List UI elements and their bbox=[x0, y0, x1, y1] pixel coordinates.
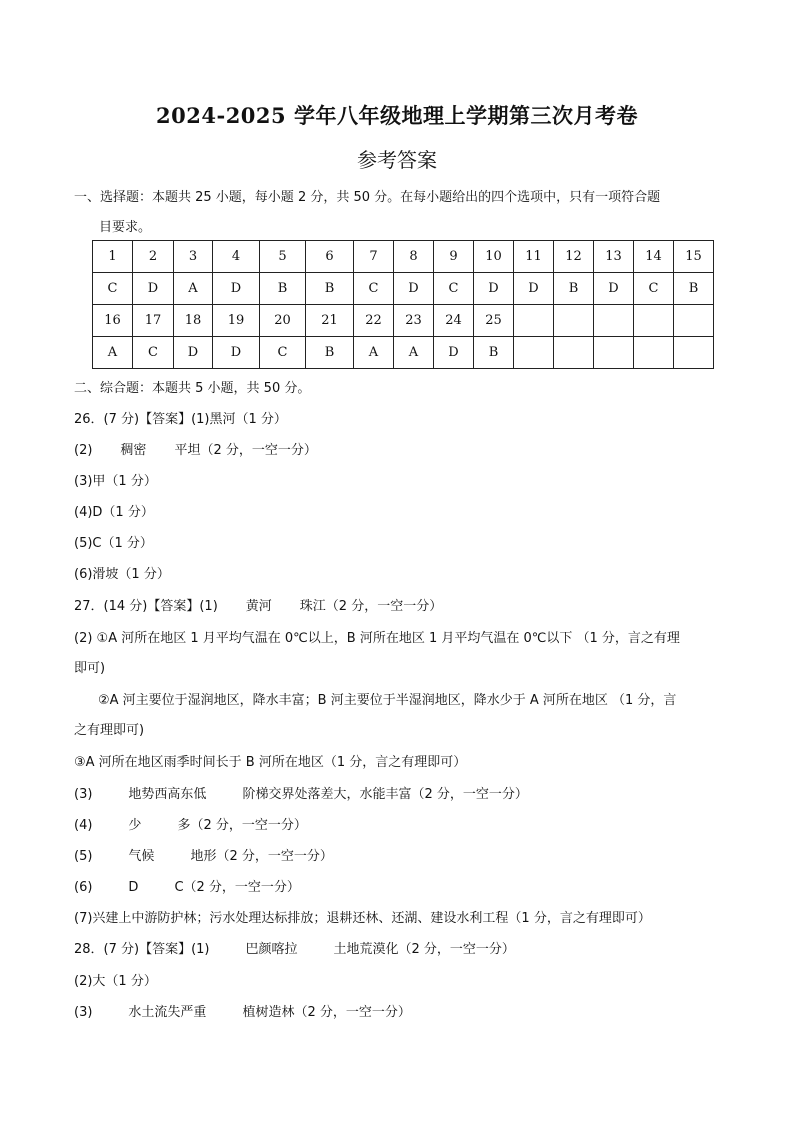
q27-part2-a-cont: 即可) bbox=[74, 661, 106, 676]
question-number-cell: 25 bbox=[474, 305, 514, 337]
q27-part4-answer1: 少 bbox=[128, 818, 142, 833]
q27-header bbox=[74, 595, 442, 614]
answer-cell: C bbox=[133, 337, 174, 369]
answer-row bbox=[93, 337, 714, 369]
q28-part2: (2)大（1 分） bbox=[74, 974, 157, 989]
q27-part3 bbox=[74, 783, 528, 802]
q28-answer2: 土地荒漠化（2 分，一空一分） bbox=[333, 942, 515, 957]
q28-part3-answer1: 水土流失严重 bbox=[128, 1005, 207, 1020]
answer-cell bbox=[634, 337, 674, 369]
answer-cell bbox=[554, 337, 594, 369]
q27-part6-label: (6) bbox=[74, 880, 93, 895]
question-number-cell: 1 bbox=[93, 241, 133, 273]
answer-cell: A bbox=[354, 337, 394, 369]
q27-part4 bbox=[74, 814, 307, 833]
q27-answer2: 珠江（2 分，一空一分） bbox=[299, 599, 443, 614]
answer-cell bbox=[514, 337, 554, 369]
question-number-cell: 6 bbox=[306, 241, 354, 273]
answer-row bbox=[93, 273, 714, 305]
answer-cell: C bbox=[634, 273, 674, 305]
answer-cell: D bbox=[394, 273, 434, 305]
answer-cell: A bbox=[93, 337, 133, 369]
q27-part6 bbox=[74, 876, 300, 895]
section1-instructions: 一、选择题：本题共 25 小题，每小题 2 分，共 50 分。在每小题给出的四个选项中，只有一项符合题 bbox=[74, 190, 661, 205]
q27-part2-b: ②A 河主要位于湿润地区，降水丰富；B 河主要位于半湿润地区，降水少于 A 河所在地区 （1 分，言 bbox=[98, 693, 677, 708]
answer-cell: D bbox=[594, 273, 634, 305]
question-number-cell: 9 bbox=[434, 241, 474, 273]
q28-part3-label: (3) bbox=[74, 1005, 93, 1020]
q26-part4: (4)D（1 分） bbox=[74, 505, 154, 520]
q26-part5: (5)C（1 分） bbox=[74, 536, 153, 551]
q27-part2-b-cont: 之有理即可) bbox=[74, 723, 145, 738]
question-number-cell: 7 bbox=[354, 241, 394, 273]
q27-part5-answer2: 地形（2 分，一空一分） bbox=[190, 849, 333, 864]
answer-cell: B bbox=[554, 273, 594, 305]
answer-cell: D bbox=[434, 337, 474, 369]
question-number-cell bbox=[674, 305, 714, 337]
question-number-cell bbox=[554, 305, 594, 337]
q26-part2-answer1: 稠密 bbox=[120, 443, 147, 458]
answer-cell: D bbox=[474, 273, 514, 305]
question-number-row bbox=[93, 305, 714, 337]
q26-part2-answer2: 平坦（2 分，一空一分） bbox=[174, 443, 317, 458]
answer-cell bbox=[594, 337, 634, 369]
q27-answer1: 黄河 bbox=[245, 599, 272, 614]
q27-part5 bbox=[74, 845, 333, 864]
question-number-cell: 18 bbox=[174, 305, 213, 337]
q28-part3 bbox=[74, 1001, 411, 1020]
question-number-cell: 17 bbox=[133, 305, 174, 337]
q27-part3-answer2: 阶梯交界处落差大，水能丰富（2 分，一空一分） bbox=[242, 787, 528, 802]
q28-part3-answer2: 植树造林（2 分，一空一分） bbox=[242, 1005, 411, 1020]
q27-part2-a: (2) ①A 河所在地区 1 月平均气温在 0℃以上，B 河所在地区 1 月平均气温在 0℃以下 （1 分，言之有理 bbox=[74, 631, 680, 646]
answer-cell: C bbox=[93, 273, 133, 305]
answer-cell: B bbox=[260, 273, 306, 305]
question-number-cell bbox=[514, 305, 554, 337]
q27-part2-c: ③A 河所在地区雨季时间长于 B 河所在地区（1 分，言之有理即可） bbox=[74, 755, 467, 770]
q27-part4-label: (4) bbox=[74, 818, 93, 833]
answer-cell: A bbox=[174, 273, 213, 305]
page-subtitle: 参考答案 bbox=[357, 148, 437, 172]
answer-cell: D bbox=[133, 273, 174, 305]
q27-part5-label: (5) bbox=[74, 849, 93, 864]
q27-part3-answer1: 地势西高东低 bbox=[128, 787, 207, 802]
answer-cell: B bbox=[306, 273, 354, 305]
answer-cell: D bbox=[174, 337, 213, 369]
question-number-cell: 12 bbox=[554, 241, 594, 273]
question-number-cell: 16 bbox=[93, 305, 133, 337]
q27-part4-answer2: 多（2 分，一空一分） bbox=[177, 818, 307, 833]
question-number-cell: 20 bbox=[260, 305, 306, 337]
question-number-cell: 24 bbox=[434, 305, 474, 337]
question-number-cell: 5 bbox=[260, 241, 306, 273]
question-number-cell: 8 bbox=[394, 241, 434, 273]
q27-part3-label: (3) bbox=[74, 787, 93, 802]
answer-cell: B bbox=[674, 273, 714, 305]
q28-header-label: 28．(7 分)【答案】(1) bbox=[74, 942, 210, 957]
question-number-cell: 3 bbox=[174, 241, 213, 273]
question-number-cell: 14 bbox=[634, 241, 674, 273]
q26-part6: (6)滑坡（1 分） bbox=[74, 567, 170, 582]
answer-cell: D bbox=[213, 337, 260, 369]
question-number-row bbox=[93, 241, 714, 273]
q27-header-label: 27．(14 分)【答案】(1) bbox=[74, 599, 218, 614]
q26-header: 26．(7 分)【答案】(1)黑河（1 分） bbox=[74, 412, 287, 427]
question-number-cell: 11 bbox=[514, 241, 554, 273]
question-number-cell bbox=[634, 305, 674, 337]
answer-cell: C bbox=[260, 337, 306, 369]
question-number-cell: 2 bbox=[133, 241, 174, 273]
answer-cell: A bbox=[394, 337, 434, 369]
question-number-cell: 21 bbox=[306, 305, 354, 337]
answer-cell: C bbox=[434, 273, 474, 305]
question-number-cell: 15 bbox=[674, 241, 714, 273]
answer-cell: C bbox=[354, 273, 394, 305]
answer-cell: D bbox=[514, 273, 554, 305]
question-number-cell bbox=[594, 305, 634, 337]
answer-table bbox=[92, 240, 714, 369]
question-number-cell: 19 bbox=[213, 305, 260, 337]
q27-part5-answer1: 气候 bbox=[128, 849, 155, 864]
question-number-cell: 22 bbox=[354, 305, 394, 337]
question-number-cell: 10 bbox=[474, 241, 514, 273]
q28-answer1: 巴颜喀拉 bbox=[245, 942, 298, 957]
answer-cell: B bbox=[306, 337, 354, 369]
answer-cell: B bbox=[474, 337, 514, 369]
q26-part3: (3)甲（1 分） bbox=[74, 474, 157, 489]
q27-part6-answer1: D bbox=[128, 880, 139, 895]
q26-part2-label: (2) bbox=[74, 443, 93, 458]
question-number-cell: 13 bbox=[594, 241, 634, 273]
answer-cell bbox=[674, 337, 714, 369]
question-number-cell: 4 bbox=[213, 241, 260, 273]
question-number-cell: 23 bbox=[394, 305, 434, 337]
page-title: 2024-2025 学年八年级地理上学期第三次月考卷 bbox=[156, 103, 638, 128]
answer-cell: D bbox=[213, 273, 260, 305]
q27-part7: (7)兴建上中游防护林；污水处理达标排放；退耕还林、还湖、建设水利工程（1 分，言之有理即可） bbox=[74, 911, 651, 926]
section1-instructions-cont: 目要求。 bbox=[99, 220, 152, 235]
q27-part6-answer2: C（2 分，一空一分） bbox=[174, 880, 300, 895]
section2-instructions: 二、综合题：本题共 5 小题，共 50 分。 bbox=[74, 381, 311, 396]
q28-header bbox=[74, 938, 515, 957]
q26-part2 bbox=[74, 439, 317, 458]
